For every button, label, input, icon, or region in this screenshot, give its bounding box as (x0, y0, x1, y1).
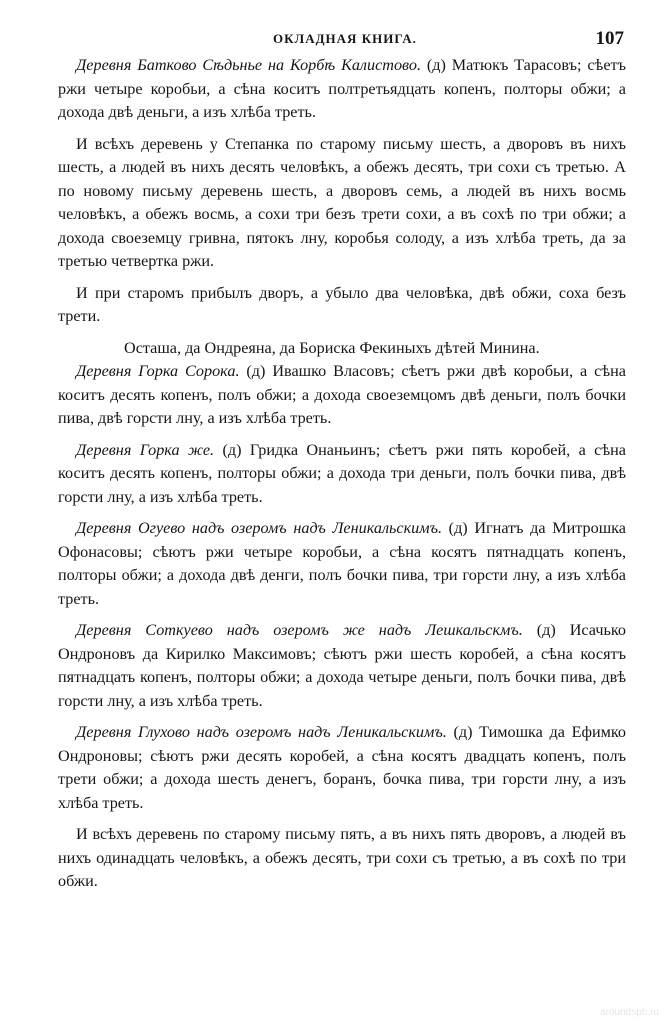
section-heading: Осташа, да Ондреяна, да Бориска Фекиныхъ дѣтей Минина. (124, 338, 540, 357)
paragraph-stepanko-summary (58, 133, 626, 274)
entry-sotkuevo (58, 619, 626, 713)
place-name: Деревня Глухово надъ озеромъ надъ Леникальскимъ. (76, 723, 447, 741)
place-name: Деревня Горка Сорока. (76, 362, 240, 380)
entry-text: (д) Ивашко Власовъ; сѣетъ ржи двѣ коробьи, а сѣна коситъ десять копенъ, полъ обжи; а дохода своеземцомъ двѣ деньги, полъ бочки пива, двѣ горсти лну, а изъ хлѣба треть. (58, 362, 626, 427)
entry-glukhovo (58, 721, 626, 815)
page-number: 107 (595, 28, 624, 49)
paragraph-text: И при старомъ прибылъ дворъ, а убыло два человѣка, двѣ обжи, соха безъ трети. (58, 283, 626, 325)
place-name: Деревня Батково Сѣдьнье на Корбѣ Калистово. (76, 56, 421, 74)
entry-oguevo (58, 517, 626, 611)
entry-text: (д) Тимошка да Ефимко Ондроновы; сѣютъ ржи десять коробей, а сѣна косятъ двадцать копенъ, полъ трети обжи; а дохода шесть денегъ, боранъ, бочка пива, три горсти лну, а изъ хлѣба треть. (58, 723, 626, 812)
entry-text: (д) Гридка Онаньинъ; сѣетъ ржи пять коробей, а сѣна коситъ десять копенъ, полторы обжи; а дохода три деньги, полъ бочки пива, двѣ горсти лну, а изъ хлѣба треть. (58, 440, 626, 506)
running-title: ОКЛАДНАЯ КНИГА. (273, 31, 417, 46)
entry-gorka-soroka (58, 360, 626, 431)
site-watermark: aroundspb.ru (600, 1007, 659, 1018)
place-name: Деревня Горка же. (76, 440, 215, 459)
paragraph-text: (д) Матюкъ Тарасовъ; сѣетъ ржи четыре коробьи, а сѣна коситъ полтретьядцать копенъ, полторы обжи; а дохода двѣ деньги, а изъ хлѣба треть. (58, 56, 626, 121)
paragraph-batkovo (58, 54, 626, 125)
entry-gorka (58, 439, 626, 510)
closing-summary: И всѣхъ деревень по старому письму пять, а въ нихъ пять дворовъ, а людей въ нихъ одинадцать человѣкъ, а обежъ десять, три сохи съ третью, а въ сохѣ по три обжи. (58, 825, 626, 890)
entry-text: (д) Игнатъ да Митрошка Офонасовы; сѣютъ ржи четыре коробьи, а сѣна косятъ пятнадцать копенъ, полторы обжи; а дохода двѣ денги, полъ бочки пива, три горсти лну, а изъ хлѣба треть. (58, 519, 626, 608)
place-name: Деревня Соткуево надъ озеромъ же надъ Лешкальскмъ. (76, 621, 523, 639)
book-page (58, 28, 626, 894)
entry-text: (д) Исачько Ондроновъ да Кирилко Максимовъ; сѣютъ ржи шесть коробей, а сѣна косятъ пятнадцать копенъ, полторы обжи; а дохода четыре деньги, полъ бочки пива, двѣ горсти лну, а изъ хлѣба треть. (58, 621, 626, 710)
place-name: Деревня Огуево надъ озеромъ надъ Леникальскимъ. (76, 519, 443, 537)
paragraph-text: И всѣхъ деревень у Степанка по старому письму шесть, а дворовъ въ нихъ шесть, а людей въ нихъ десять человѣкъ, а обежъ десять, три сохи съ третью. А по новому письму деревень шесть, а дворовъ семь, а людей въ нихъ восмь человѣкъ, а обежъ восмь, а сохи три безъ трети сохи, а въ сохѣ по три обжи; а дохода своеземцу гривна, пятокъ лну, коробья солоду, а изъ хлѣба треть, да за третью четвертка ржи. (58, 134, 626, 270)
running-head (58, 28, 626, 54)
paragraph-difference (58, 282, 626, 329)
